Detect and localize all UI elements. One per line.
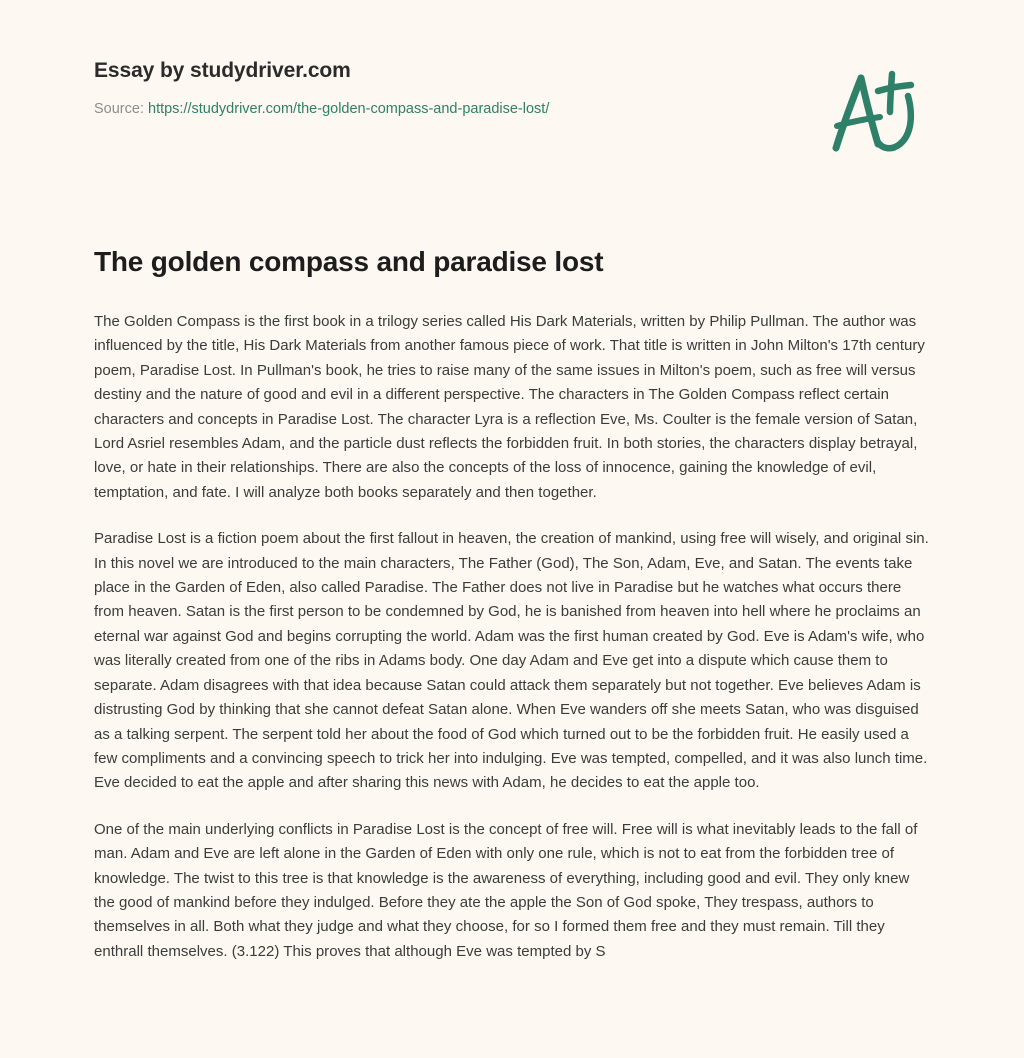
- a-plus-logo-icon: [812, 52, 932, 172]
- page-header: [0, 0, 1024, 200]
- page-title: The golden compass and paradise lost: [94, 246, 604, 277]
- paragraph: One of the main underlying conflicts in Paradise Lost is the concept of free will. Free will is what inevitably leads to the fall of man. Adam and Eve are left alone in the Garden of Eden with only one rule, which is not to eat from the forbidden tree of knowledge. The twist to this tree is that knowledge is the awareness of everything, including good and evil. They only knew the good of mankind before they indulged. Before they ate the apple the Son of God spoke, They trespass, authors to themselves in all. Both what they judge and what they choose, for so I formed them free and they must remain. Till they enthrall themselves. (3.122) This proves that although Eve was tempted by S: [94, 820, 918, 960]
- brand-block: [94, 58, 794, 119]
- paragraph: The Golden Compass is the first book in a trilogy series called His Dark Materials, written by Philip Pullman. The author was influenced by the title, His Dark Materials from another famous piece of work. That title is written in John Milton's 17th century poem, Paradise Lost. In Pullman's book, he tries to raise many of the same issues in Milton's poem, such as free will versus destiny and the nature of good and evil in a different perspective. The characters in The Golden Compass reflect certain characters and concepts in Paradise Lost. The character Lyra is a reflection Eve, Ms. Coulter is the female version of Satan, Lord Asriel resembles Adam, and the particle dust reflects the forbidden fruit. In both stories, the characters display betrayal, love, or hate in their relationships. There are also the concepts of the loss of innocence, gaining the knowledge of evil, temptation, and fate. I will analyze both books separately and then together.: [94, 313, 925, 501]
- paragraph: Paradise Lost is a fiction poem about the first fallout in heaven, the creation of mankind, using free will wisely, and original sin. In this novel we are introduced to the main characters, The Father (God), The Son, Adam, Eve, and Satan. The events take place in the Garden of Eden, also called Paradise. The Father does not live in Paradise but he watches what occurs there from heaven. Satan is the first person to be condemned by God, he is banished from heaven into hell where he proclaims an eternal war against God and begins corrupting the world. Adam was the first human created by God. Eve is Adam's wife, who was literally created from one of the ribs in Adams body. One day Adam and Eve get into a dispute which cause them to separate. Adam disagrees with that idea because Satan could attack them separately but not together. Eve believes Adam is distrusting God by thinking that she cannot defeat Satan alone. When Eve wanders off she meets Satan, who was disguised as a talking serpent. The serpent told her about the food of God which turned out to be the forbidden fruit. He easily used a few compliments and a convincing speech to trick her into indulging. Eve was tempted, compelled, and it was also lunch time. Eve decided to eat the apple and after sharing this news with Adam, he decides to eat the apple too.: [94, 530, 929, 792]
- source-line: [94, 100, 794, 119]
- essay-by-heading: Essay by studydriver.com: [94, 59, 351, 82]
- source-url-link[interactable]: https://studydriver.com/the-golden-compass-and-paradise-lost/: [148, 101, 550, 118]
- source-label: Source:: [94, 101, 148, 118]
- essay-body: [94, 310, 932, 964]
